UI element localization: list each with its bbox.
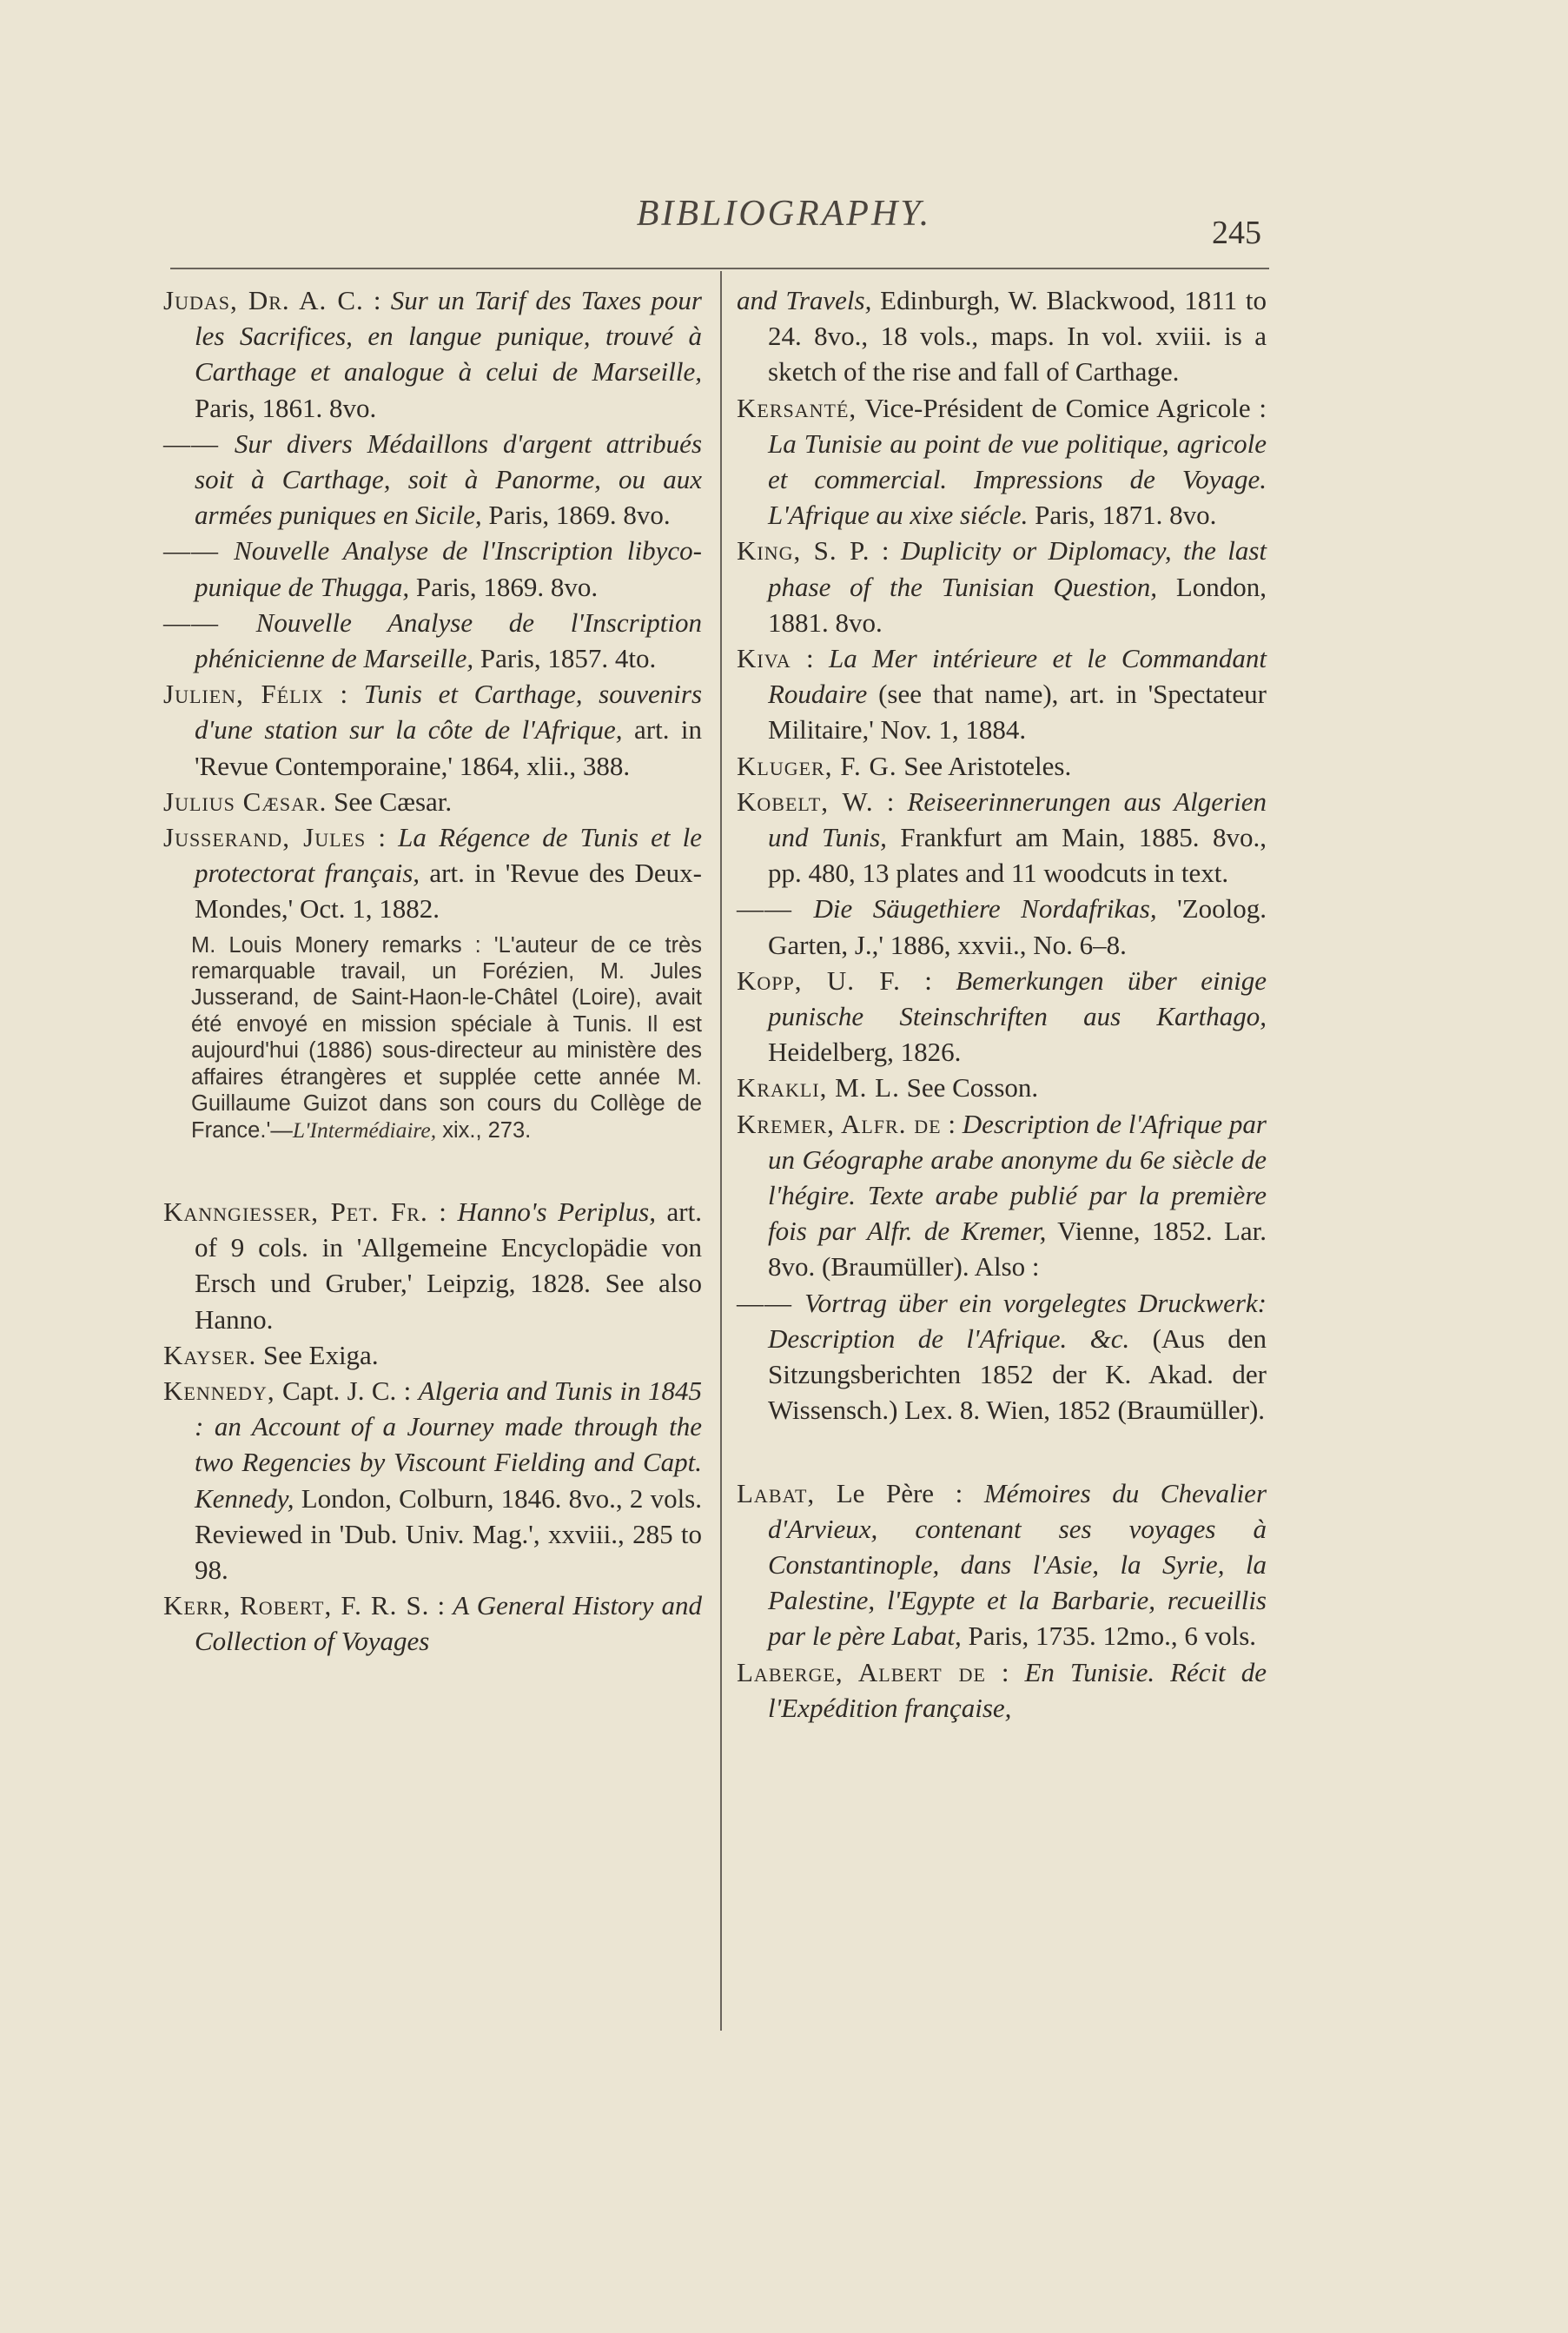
entry-details: Capt. J. C. :	[281, 1375, 419, 1406]
entry-author: Kennedy,	[163, 1375, 275, 1406]
entry-details: art. in 'Revue des Deux-Mondes,' Oct. 1, 1882.	[195, 858, 702, 925]
entry-details: See Cæsar.	[334, 785, 453, 817]
entry-title: Vortrag über ein vorgelegtes Druckwerk: Description de l'Afrique. &c.	[768, 1287, 1267, 1354]
entry-title: La Tunisie au point de vue politique, agricole et commercial. Impressions de Voyage. L'Afrique au xixe siécle.	[768, 427, 1267, 531]
entry-title: Reiseerinnerungen aus Algerien und Tunis,	[768, 785, 1267, 853]
bibliography-entry	[163, 282, 702, 426]
bibliography-entry	[737, 784, 1267, 891]
left-column	[163, 282, 702, 1660]
entry-separator: :	[323, 679, 364, 710]
bibliography-entry	[163, 676, 702, 784]
entry-details: Paris, 1869. 8vo.	[481, 500, 671, 531]
entry-separator: :	[429, 1590, 453, 1621]
entry-author: Julius Cæsar.	[163, 785, 327, 817]
entry-separator: :	[791, 643, 829, 674]
entry-author: Jusserand, Jules	[163, 822, 367, 853]
entry-title: Hanno's Periplus,	[457, 1196, 656, 1227]
entry-title: En Tunisie. Récit de l'Expédition française,	[768, 1656, 1267, 1723]
note-text: M. Louis Monery remarks : 'L'auteur de ce très remarquable travail, un Forézien, M. Jules Jusserand, de Saint-Haon-le-Châtel (Loire), avait été envoyé en mission spéciale à Tunis. Il est aujourd'hui (1886) sous-directeur au ministère des affaires étrangères et supplée cette année M. Guillaume Guizot dans son cours du Collège de France.'—	[191, 932, 702, 1143]
bibliography-entry	[737, 963, 1267, 1070]
entry-title: Bemerkungen über einige punische Steinschriften aus Karthago,	[768, 964, 1267, 1032]
entry-details: See Exiga.	[263, 1339, 379, 1370]
entry-title: Nouvelle Analyse de l'Inscription phénicienne de Marseille,	[195, 606, 702, 674]
entry-separator	[256, 1340, 263, 1370]
bibliography-entry	[737, 1070, 1267, 1105]
section-gap	[737, 1428, 1267, 1475]
bibliography-entry	[737, 748, 1267, 784]
entry-author: Judas, Dr. A. C.	[163, 285, 364, 315]
running-head: BIBLIOGRAPHY.	[636, 194, 932, 234]
entry-separator	[815, 1478, 837, 1508]
entry-list	[737, 1475, 1267, 1726]
entry-details: (Aus den Sitzungsberichten 1852 der K. Akad. der Wissensch.) Lex. 8. Wien, 1852 (Braumüller).	[768, 1322, 1267, 1426]
note-title: L'Intermédiaire,	[292, 1117, 437, 1143]
entry-separator: :	[900, 964, 956, 996]
entry-details: Paris, 1869. 8vo.	[409, 571, 599, 602]
bibliography-entry	[737, 1285, 1267, 1428]
entry-details: Paris, 1861. 8vo.	[195, 392, 377, 423]
entry-separator	[857, 393, 864, 423]
entry-details: Paris, 1857. 4to.	[473, 643, 657, 674]
entry-separator: :	[873, 785, 908, 817]
bibliography-entry	[163, 1373, 702, 1587]
bibliography-entry	[737, 640, 1267, 748]
page-number: 245	[1212, 215, 1261, 251]
entry-author: Kluger, F. G.	[737, 750, 897, 781]
entry-title: Tunis et Carthage, souvenirs d'une station sur la côte de l'Afrique,	[195, 679, 703, 746]
entry-title: Description de l'Afrique par un Géographe arabe anonyme du 6e siècle de l'hégire. Texte arabe publié par la première fois par Alfr. de Kremer,	[768, 1108, 1267, 1247]
entry-details: Edinburgh, W. Blackwood, 1811 to 24. 8vo., 18 vols., maps. In vol. xviii. is a sketch of the rise and fall of Carthage.	[768, 285, 1267, 388]
entry-details: Heidelberg, 1826.	[768, 1037, 962, 1068]
entry-author: ——	[163, 606, 256, 638]
entry-details: 'Zoolog. Garten, J.,' 1886, xxvii., No. 6–8.	[768, 893, 1267, 960]
bibliography-entry	[163, 784, 702, 819]
entry-list	[163, 1194, 702, 1660]
entry-title: Die Säugethiere Nordafrikas,	[813, 893, 1157, 925]
entry-separator: :	[941, 1108, 963, 1139]
bibliography-entry	[163, 1194, 702, 1337]
entry-details: Frankfurt am Main, 1885. 8vo., pp. 480, 13 plates and 11 woodcuts in text.	[768, 822, 1267, 889]
bibliography-entry	[163, 1587, 702, 1659]
entry-separator: :	[366, 822, 399, 853]
entry-title: Sur divers Médaillons d'argent attribués soit à Carthage, soit à Panorme, ou aux armées puniques en Sicile,	[195, 427, 703, 531]
bibliography-entry	[163, 1337, 702, 1373]
bibliography-entry	[737, 1106, 1267, 1285]
entry-author: Kayser.	[163, 1339, 257, 1370]
entry-details: Vienne, 1852. Lar. 8vo. (Braumüller). Also :	[768, 1216, 1267, 1282]
bibliography-entry	[737, 390, 1267, 534]
entry-author: ——	[737, 1287, 805, 1318]
entry-title: A General History and Collection of Voyages	[195, 1590, 702, 1657]
entry-title: Mémoires du Chevalier d'Arvieux, contenant ses voyages à Constantinople, dans l'Asie, la Syrie, la Palestine, l'Egypte et la Barbarie, recueillis par le père Labat,	[768, 1477, 1267, 1652]
entry-separator: :	[427, 1196, 458, 1227]
bibliography-entry	[737, 1654, 1267, 1726]
entry-author: King, S. P.	[737, 535, 870, 567]
entry-details: (see that name), art. in 'Spectateur Militaire,' Nov. 1, 1884.	[768, 679, 1267, 746]
section-gap	[163, 1147, 702, 1194]
entry-separator: :	[870, 535, 901, 567]
entry-title: Duplicity or Diplomacy, the last phase of the Tunisian Question,	[768, 535, 1267, 602]
entry-author: Laberge, Albert de	[737, 1656, 986, 1687]
entry-details: Paris, 1735. 12mo., 6 vols.	[961, 1621, 1257, 1652]
entry-details: Paris, 1871. 8vo.	[1028, 500, 1217, 531]
bibliography-entry	[737, 282, 1267, 390]
entry-separator	[327, 786, 334, 817]
entry-list	[737, 282, 1267, 1428]
bibliography-entry	[163, 533, 702, 604]
entry-details: Le Père :	[836, 1477, 984, 1508]
entry-details: London, 1881. 8vo.	[768, 571, 1267, 638]
entry-title: Nouvelle Analyse de l'Inscription libyco-punique de Thugga,	[195, 535, 702, 602]
entry-details: art. of 9 cols. in 'Allgemeine Encyclopädie von Ersch und Gruber,' Leipzig, 1828. See also Hanno.	[195, 1196, 702, 1335]
note-rest: xix., 273.	[436, 1117, 532, 1143]
right-column	[737, 282, 1267, 1726]
entry-list	[163, 282, 702, 927]
entry-title: La Régence de Tunis et le protectorat français,	[195, 822, 702, 889]
entry-author: ——	[163, 535, 235, 567]
entry-author: ——	[163, 427, 235, 459]
bibliography-entry	[737, 1475, 1267, 1654]
entry-author: Kremer, Alfr. de	[737, 1108, 942, 1139]
entry-details: Vice-Président de Comice Agricole :	[864, 392, 1267, 423]
bibliography-entry	[737, 533, 1267, 640]
entry-details: art. in 'Revue Contemporaine,' 1864, xlii., 388.	[195, 714, 703, 781]
bibliography-entry	[163, 426, 702, 534]
entry-author: Kobelt, W.	[737, 785, 874, 817]
entry-separator: :	[985, 1656, 1025, 1687]
entry-details: See Cosson.	[906, 1072, 1039, 1104]
entry-author: Kerr, Robert, F. R. S.	[163, 1590, 430, 1621]
column-divider	[720, 271, 722, 2031]
entry-author: Labat,	[737, 1477, 816, 1508]
entry-author: Kersanté,	[737, 392, 857, 423]
entry-details: London, Colburn, 1846. 8vo., 2 vols. Reviewed in 'Dub. Univ. Mag.', xxviii., 285 to 98.	[195, 1482, 702, 1585]
header-rule	[170, 268, 1269, 269]
entry-separator	[900, 1072, 907, 1103]
entry-author: Kiva	[737, 643, 791, 674]
entry-author: Kanngiesser, Pet. Fr.	[163, 1196, 428, 1227]
entry-separator	[275, 1375, 282, 1406]
entry-separator: :	[363, 285, 391, 315]
entry-details: See Aristoteles.	[903, 750, 1072, 781]
entry-author: Julien, Félix	[163, 679, 324, 710]
entry-author: Krakli, M. L.	[737, 1072, 900, 1104]
entry-title: and Travels,	[737, 285, 872, 315]
entry-title: Algeria and Tunis in 1845 : an Account of a Journey made through the two Regencies by Viscount Fielding and Capt. Kennedy,	[195, 1375, 702, 1514]
bibliography-entry	[163, 819, 702, 927]
entry-author: ——	[737, 893, 814, 925]
bibliography-entry	[163, 605, 702, 676]
entry-title: La Mer intérieure et le Commandant Roudaire	[768, 643, 1267, 710]
entry-title: Sur un Tarif des Taxes pour les Sacrifices, en langue punique, trouvé à Carthage et analogue à celui de Marseille,	[195, 285, 702, 388]
footnote-remark	[163, 932, 702, 1143]
bibliography-entry	[737, 891, 1267, 962]
entry-author: Kopp, U. F.	[737, 964, 901, 996]
